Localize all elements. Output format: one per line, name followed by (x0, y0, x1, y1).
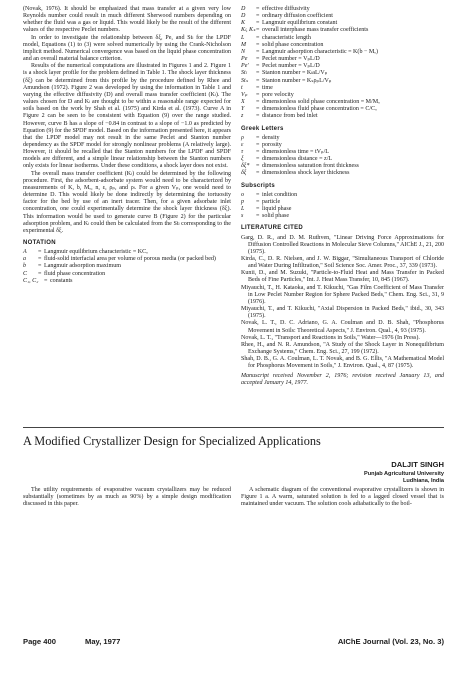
subscript-symbol: p (241, 198, 245, 205)
right-column (241, 6, 444, 387)
greek-equals: = (256, 134, 260, 141)
greek-definition: dimensionless saturation front thickness (262, 163, 359, 170)
subscript-symbol: L (241, 206, 245, 213)
nomenclature-symbol: D (241, 6, 246, 12)
issue-date: May, 1977 (85, 637, 121, 646)
subscript-item (241, 206, 444, 213)
nomenclature-definition: effective diffusivity (262, 6, 310, 12)
notation-equals: = (44, 277, 48, 284)
notation-definition: Langmuir adsorption maximum (44, 263, 121, 270)
notation-definition: fluid phase concentration (44, 270, 106, 277)
notation-item (23, 256, 231, 263)
notation-symbol: a (23, 256, 27, 263)
notation-heading: NOTATION (23, 240, 56, 246)
subscript-equals: = (256, 191, 260, 198)
nomenclature-item (241, 85, 444, 92)
notation-equals: = (38, 256, 42, 263)
notation-equals: = (38, 263, 42, 270)
author-affiliation (244, 471, 444, 485)
notation-equals: = (38, 249, 42, 256)
affiliation-location: Ludhiana, India (402, 478, 444, 485)
subscripts-heading: Subscripts (241, 182, 276, 189)
greek-equals: = (256, 141, 260, 148)
article-intro-left: The utility requirements of evaporative vacuum crystallizers may be reduced substantially (sometimes by as much as 90%) by a simple design modification discussed in this paper. (23, 487, 231, 508)
article-intro-right: A schematic diagram of the conventional evaporative crystallizers is shown in Figure 1 a. A warm, saturated solution is fed to a lagged closed vessel that is maintained under vacuum. The solution cools adiabatically to the boil- (241, 487, 444, 508)
notation-symbol: C (23, 270, 28, 277)
nomenclature-item (241, 63, 444, 70)
greek-equals: = (256, 163, 260, 170)
nomenclature-symbol: Stₛ (241, 77, 248, 84)
reference-item: Novak, L. T., "Transport and Reactions in Soils," Water—1976 (In Press). (241, 334, 420, 341)
greek-letters-list (241, 135, 444, 178)
nomenclature-equals: = (256, 34, 260, 41)
notation-item (23, 278, 231, 285)
nomenclature-symbol: M (241, 41, 247, 48)
nomenclature-definition: Peclet number = VₚL/D (262, 63, 320, 70)
notation-definition: constants (50, 277, 73, 284)
subscript-definition: particle (262, 198, 281, 205)
greek-equals: = (256, 170, 260, 177)
greek-symbol: δξ (241, 170, 247, 177)
nomenclature-symbol: t (241, 84, 243, 91)
nomenclature-item (241, 70, 444, 77)
nomenclature-equals: = (256, 48, 260, 55)
nomenclature-definition: solid phase concentration (262, 41, 324, 48)
nomenclature-symbol: D (241, 13, 246, 20)
greek-item (241, 135, 444, 142)
nomenclature-definition: Peclet number = VₚL/D (262, 56, 320, 63)
nomenclature-symbol: Vₚ (241, 91, 248, 98)
nomenclature-equals: = (256, 27, 260, 34)
nomenclature-definition: characteristic length (262, 34, 311, 41)
notation-equals: = (38, 270, 42, 277)
nomenclature-definition: distance from bed inlet (262, 113, 318, 120)
notation-item (23, 263, 231, 270)
body-paragraph: Results of the numerical computations are illustrated in Figures 1 and 2. Figure 1 is a shock layer profile for the problem defined in Table 1. The shock layer thickness (δξ) can be determined from this profile by the procedure defined by Rhee and Amundson (1972). Figure 2 was developed by using the information in Table 1 and varying the effective diffusivity (D) and overall mass transfer coefficient (Kₗ). The values chosen for D and Kₗ are thought to be within a reasonable range expected for soils based on the work by Shah et al. (1975) and Kirda et al. (1973). Curve A in Figure 2 can be seen to be consistent with Equation (9) over the range studied. However, curve B has a slope of −0.84 in contrast to a slope of −1.0 as predicted by Equation (9) for the SPDF model. Based on the information presented here, it appears that the LPDF model may not result in the same Peclet and Stanton number dependency as the SPDF model for strongly nonlinear problems (A relatively large). However, it should be recalled that the Stanton numbers for the LPDF and SPDF models are different, and a simple linear relationship between the Stanton numbers only exists for linear isotherms. Under these conditions, a shock layer does not exist. (23, 63, 231, 170)
greek-item (241, 142, 444, 149)
left-column (23, 6, 231, 285)
article-title: A Modified Crystallizer Design for Specialized Applications (23, 434, 321, 448)
nomenclature-item (241, 13, 444, 20)
subscripts-list (241, 192, 444, 221)
greek-definition: dimensionless time = tVₚ/L (262, 148, 329, 155)
nomenclature-item (241, 78, 444, 85)
nomenclature-definition: overall interphase mass transfer coefficients (262, 27, 369, 34)
nomenclature-definition: ordinary diffusion coefficient (262, 13, 333, 20)
page-number: Page 400 (23, 637, 56, 646)
greek-item (241, 163, 444, 170)
nomenclature-symbol: Kₗ, Kₛ (241, 27, 256, 34)
body-paragraph: In order to investigate the relationship between δξ, Pe, and Stₗ for the LPDF model, Equations (1) to (3) were solved numerically by using the Crank-Nicholson implicit method. Numerical convergence was based on the liquid phase concentration and an overall material balance criterion. (23, 34, 231, 63)
nomenclature-item (241, 92, 444, 99)
subscript-item (241, 192, 444, 199)
notation-list (23, 249, 231, 285)
nomenclature-equals: = (256, 6, 260, 12)
author-name: DALJIT SINGH (391, 460, 444, 469)
notation-symbol: C₁, C₂ (23, 277, 39, 284)
greek-symbol: τ (241, 148, 244, 155)
reference-item: Kunii, D., and M. Suzuki, "Particle-to-Fluid Heat and Mass Transfer in Packed Beds of Fine Particles," Int. J. Heat Mass Transfer, 10, 845 (1967). (241, 270, 444, 284)
nomenclature-definition: Stanton number = KₗaL/Vₚ (262, 70, 328, 77)
greek-definition: density (262, 134, 280, 141)
literature-cited-heading: LITERATURE CITED (241, 225, 304, 232)
reference-item: Miyauchi, T., H. Kataoka, and T. Kikuchi, "Gas Film Coefficient of Mass Transfer in Low Peclet Number Region for Sphere Packed Beds," Chem. Eng. Sci., 31, 9 (1976). (241, 284, 444, 305)
subscript-symbol: o (241, 191, 245, 198)
nomenclature-equals: = (256, 106, 260, 113)
body-paragraph: (Novak, 1976). It should be emphasized that mass transfer at a given very low Reynolds number could result in much different Sherwood numbers depending on whether the fluid was a gas or liquid. This would likely be the result of the different values of the respective Peclet numbers. (23, 6, 231, 34)
greek-symbol: ρ (241, 134, 244, 141)
nomenclature-equals: = (256, 70, 260, 77)
nomenclature-definition: time (262, 84, 273, 91)
nomenclature-definition: Langmuir adsorption characteristic = K(b − Mₒ) (262, 48, 379, 55)
reference-item: Rhee, H., and N. R. Amundson, "A Study of the Shock Layer in Nonequilibrium Exchange Systems," Chem. Eng. Sci., 27, 199 (1972). (241, 341, 444, 356)
greek-equals: = (256, 156, 260, 163)
greek-letters-heading: Greek Letters (241, 125, 284, 132)
nomenclature-equals: = (256, 113, 260, 120)
nomenclature-item (241, 42, 444, 49)
reference-list (241, 235, 444, 371)
article-divider (23, 427, 444, 428)
body-paragraph: The overall mass transfer coefficient (Kₗ) could be determined by the following procedure. First, the adsorbent-adsorbate system would need to be characterized by measurements of K, b, Mₒ, n, ε, ρₚ, and ρₗ. For a given Vₚ, one would need to determine D. This would likely be done indirectly by determining the tortuosity factor for the bed by use of an inert tracer. Then, for a given adsorbate inlet concentration, one could experimentally determine the shock layer thickness (δξ). This information would be used to generate curve B (Figure 2) for the particular adsorption problem, and Kₗ could then be calculated from the Stₗ corresponding to the experimental δξ. (23, 170, 231, 234)
nomenclature-symbol: L (241, 34, 245, 41)
nomenclature-list (241, 6, 444, 121)
nomenclature-definition: Langmuir equilibrium constant (262, 20, 338, 27)
nomenclature-symbol: N (241, 48, 246, 55)
nomenclature-symbol: K (241, 20, 246, 27)
subscript-symbol: s (241, 213, 244, 220)
nomenclature-symbol: z (241, 113, 244, 120)
reference-item: Miyauchi, T., and T. Kikuchi, "Axial Dispersion in Packed Beds," ibid., 30, 343 (1975). (241, 306, 444, 320)
nomenclature-equals: = (256, 99, 260, 106)
reference-item: Kirda, C., D. R. Nielsen, and J. W. Biggar, "Simultaneous Transport of Chloride and Water During Infiltration," Soil Science Soc. Amer. Proc., 37, 339 (1973). (241, 256, 444, 270)
greek-definition: dimensionless shock layer thickness (262, 170, 350, 177)
notation-definition: fluid-solid interfacial area per volume of porous media (or packed bed) (44, 256, 216, 263)
nomenclature-equals: = (256, 41, 260, 48)
nomenclature-symbol: Pe′ (241, 63, 249, 70)
nomenclature-equals: = (256, 84, 260, 91)
nomenclature-item (241, 56, 444, 63)
nomenclature-symbol: Pe (241, 56, 248, 63)
nomenclature-item (241, 35, 444, 42)
nomenclature-definition: pore velocity (262, 91, 294, 98)
nomenclature-equals: = (256, 63, 260, 70)
notation-symbol: b (23, 263, 27, 270)
nomenclature-equals: = (256, 91, 260, 98)
nomenclature-symbol: Y (241, 106, 245, 113)
greek-symbol: ξ (241, 156, 244, 163)
greek-item (241, 149, 444, 156)
manuscript-note: Manuscript received November 2, 1976; revision received January 13, and accepted January 14, 1977. (241, 372, 444, 386)
nomenclature-symbol: Stₗ (241, 70, 247, 77)
reference-item: Garg, D. R., and D. M. Ruthven, "Linear Driving Force Approximations for Diffusion Controlled Reactions in Molecular Sieve Columns," AIChE J., 21, 200 (1975). (241, 234, 444, 255)
subscript-definition: liquid phase (262, 206, 292, 213)
nomenclature-equals: = (256, 56, 260, 63)
subscript-equals: = (256, 198, 260, 205)
reference-item: Shah, D. B., G. A. Coulman, L. T. Novak, and B. G. Ellis, "A Mathematical Model for Phosphorus Movement in Soils," J. Environ. Qual., 4, 87 (1975). (241, 356, 444, 370)
subscript-item (241, 199, 444, 206)
notation-item (23, 271, 231, 278)
subscript-equals: = (256, 213, 260, 220)
greek-equals: = (256, 148, 260, 155)
greek-symbol: ε (241, 141, 244, 148)
nomenclature-equals: = (256, 20, 260, 27)
nomenclature-definition: Stanton number = KₛρₚL/Vₚ (262, 77, 332, 84)
notation-symbol: A (23, 249, 27, 256)
nomenclature-item (241, 27, 444, 34)
subscript-definition: inlet condition (262, 191, 298, 198)
journal-citation: AIChE Journal (Vol. 23, No. 3) (337, 637, 444, 646)
nomenclature-definition: dimensionless solid phase concentration = M/Mₒ (262, 99, 380, 106)
nomenclature-item (241, 49, 444, 56)
nomenclature-item (241, 113, 444, 120)
nomenclature-equals: = (256, 77, 260, 84)
greek-item (241, 170, 444, 177)
subscript-definition: solid phase (262, 213, 290, 220)
affiliation-institution: Punjab Agricultural University (364, 471, 444, 477)
greek-definition: porosity (262, 141, 282, 148)
nomenclature-equals: = (256, 13, 260, 20)
nomenclature-symbol: X (241, 99, 245, 106)
greek-definition: dimensionless distance = z/L (262, 156, 333, 163)
reference-item: Novak, L. T., D. C. Adriano, G. A. Coulman and D. B. Shah, "Phosphorus Movement in Soils: Theoretical Aspects," J. Environ. Qual., 4, 93 (1975). (241, 320, 444, 334)
subscript-item (241, 213, 444, 220)
nomenclature-definition: dimensionless fluid phase concentration = C/Cₒ (262, 106, 377, 113)
greek-symbol: δξ* (241, 163, 250, 170)
subscript-equals: = (256, 206, 260, 213)
notation-definition: Langmuir equilibrium characteristic = KCₒ (44, 249, 148, 256)
